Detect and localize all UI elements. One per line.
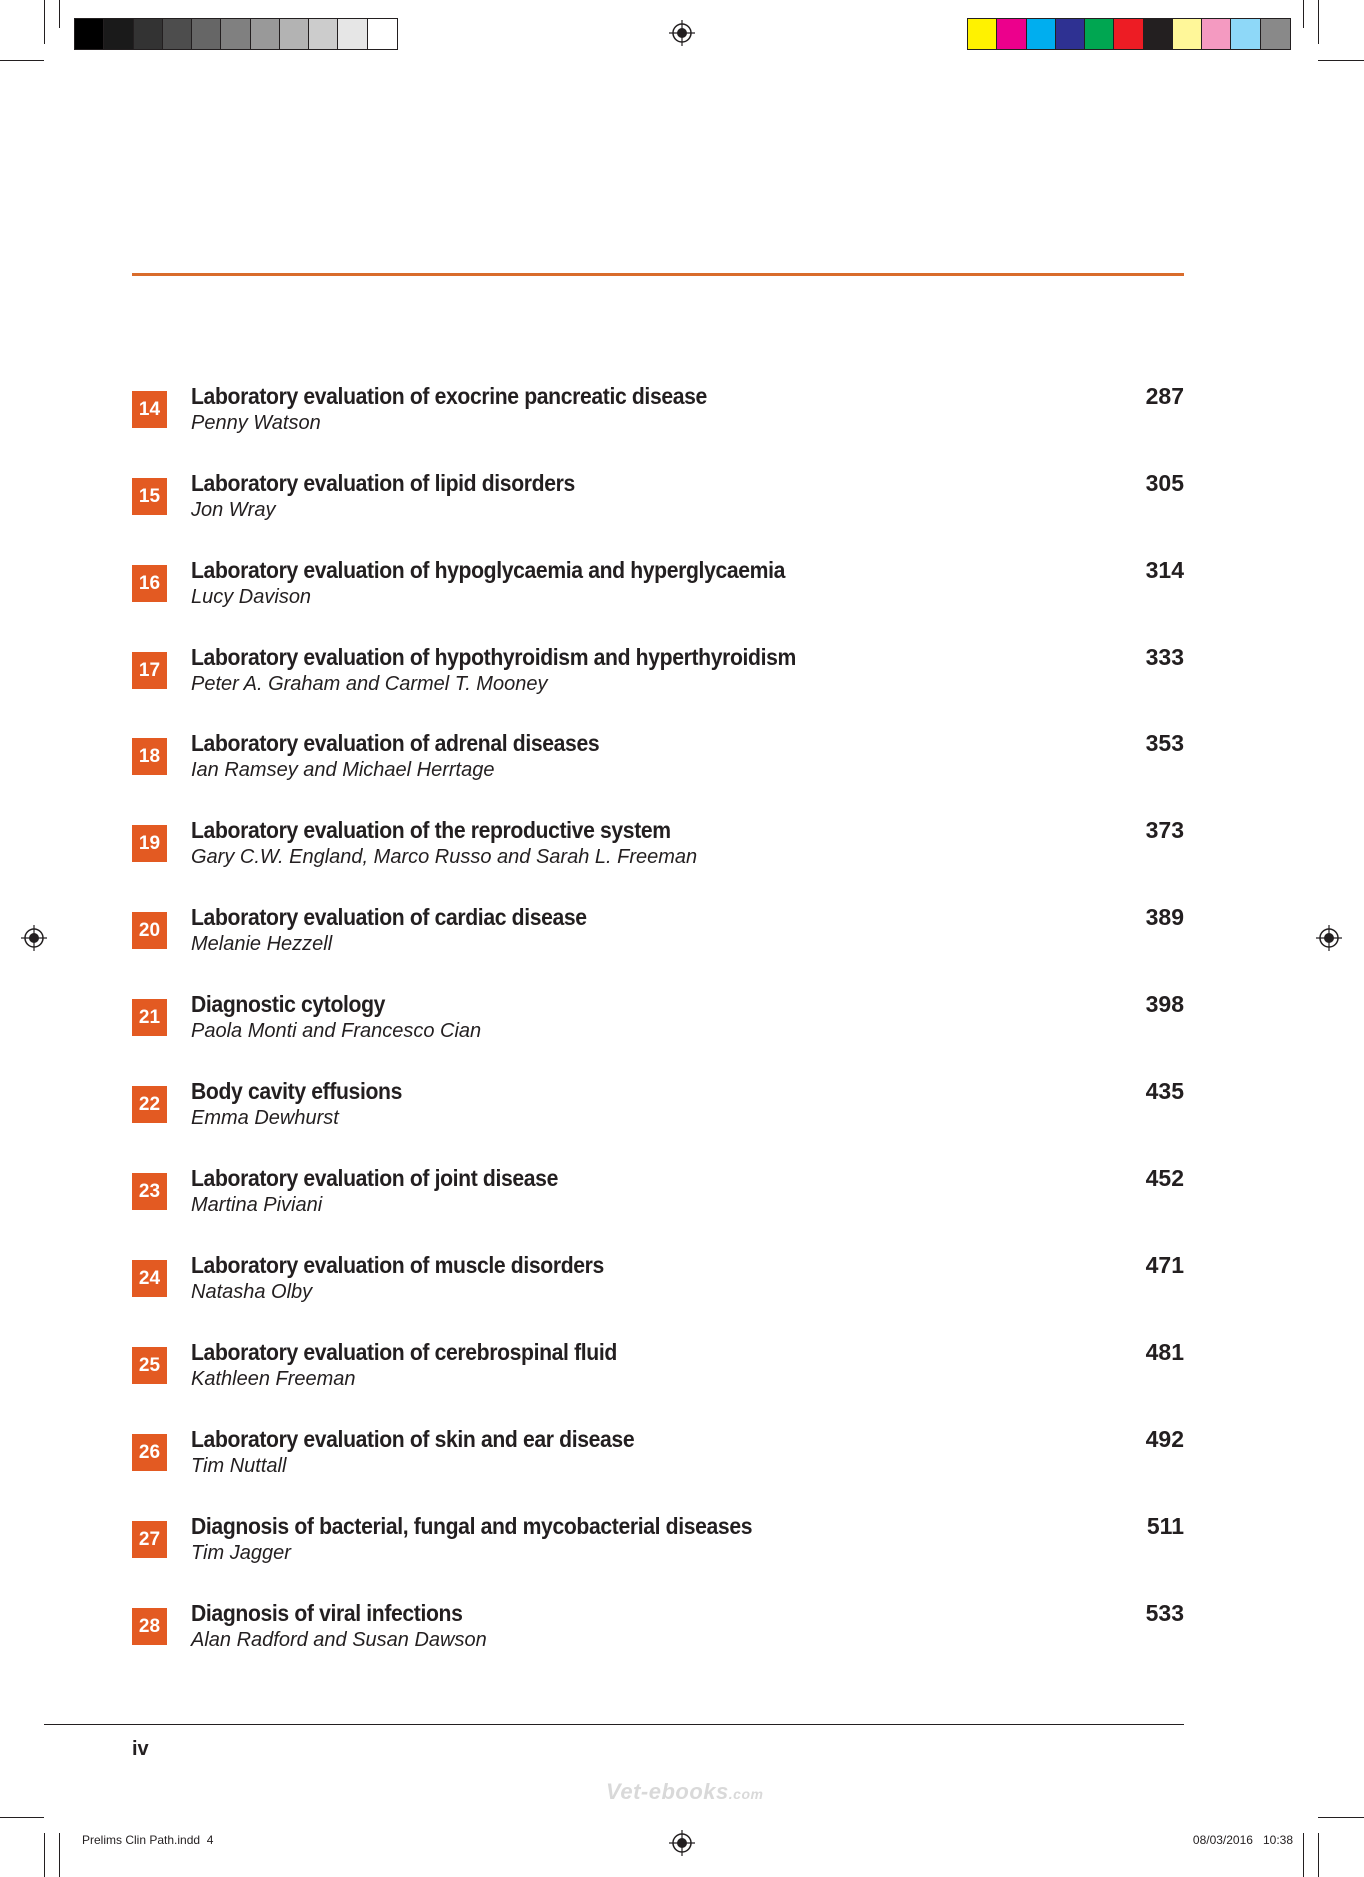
crop-mark [1318,60,1364,61]
chapter-page-number: 452 [1145,1165,1184,1191]
registration-mark-icon [669,20,695,46]
chapter-page-number: 287 [1145,383,1184,409]
color-swatch [192,19,221,49]
chapter-authors: Paola Monti and Francesco Cian [191,1020,482,1042]
chapter-number-badge: 23 [132,1173,167,1210]
chapter-number-badge: 14 [132,391,167,428]
chapter-title: Diagnosis of viral infections [191,1600,463,1626]
chapter-number-badge: 17 [132,652,167,689]
color-swatch [997,19,1026,49]
crop-mark [44,1833,45,1877]
slug-timestamp [1193,1833,1293,1847]
crop-mark [0,1817,44,1818]
chapter-title: Laboratory evaluation of lipid disorders [191,470,575,496]
chapter-page-number: 373 [1145,817,1184,843]
slug-file-info [82,1833,213,1847]
chapter-authors: Kathleen Freeman [191,1368,356,1390]
crop-mark [1318,1833,1319,1877]
toc-entry[interactable] [132,730,1184,790]
chapter-number-badge: 26 [132,1434,167,1471]
chapter-title: Laboratory evaluation of cerebrospinal fluid [191,1339,617,1365]
color-swatch [1027,19,1056,49]
toc-entry[interactable] [132,904,1184,964]
chapter-number-badge: 18 [132,738,167,775]
toc-entry[interactable] [132,1426,1184,1486]
toc-entry[interactable] [132,1165,1184,1225]
crop-mark [0,60,44,61]
chapter-title: Laboratory evaluation of skin and ear disease [191,1426,635,1452]
chapter-number-badge: 25 [132,1347,167,1384]
toc-entry[interactable] [132,644,1184,704]
chapter-authors: Jon Wray [191,499,276,521]
chapter-page-number: 333 [1145,644,1184,670]
toc-entry[interactable] [132,991,1184,1051]
chapter-title: Laboratory evaluation of adrenal diseases [191,730,600,756]
chapter-title: Body cavity effusions [191,1078,402,1104]
chapter-authors: Martina Piviani [191,1194,323,1216]
chapter-page-number: 492 [1145,1426,1184,1452]
crop-mark [59,0,60,28]
color-swatch [1114,19,1143,49]
color-swatch [221,19,250,49]
color-swatch [280,19,309,49]
chapter-title: Diagnostic cytology [191,991,386,1017]
chapter-title: Diagnosis of bacterial, fungal and mycobacterial diseases [191,1513,753,1539]
toc-entry[interactable] [132,817,1184,877]
chapter-authors: Peter A. Graham and Carmel T. Mooney [191,673,548,695]
color-swatch [134,19,163,49]
page-folio: iv [132,1738,149,1760]
color-swatch [163,19,192,49]
chapter-authors: Alan Radford and Susan Dawson [191,1629,487,1651]
slug-time: 10:38 [1262,1833,1293,1847]
chapter-number-badge: 16 [132,565,167,602]
chapter-title: Laboratory evaluation of hypothyroidism and hyperthyroidism [191,644,796,670]
chapter-page-number: 511 [1146,1513,1184,1539]
chapter-number-badge: 24 [132,1260,167,1297]
color-swatch [1144,19,1173,49]
watermark [606,1779,763,1805]
chapter-page-number: 398 [1145,991,1184,1017]
toc-entry[interactable] [132,1513,1184,1573]
chapter-authors: Ian Ramsey and Michael Herrtage [191,759,495,781]
chapter-number-badge: 28 [132,1608,167,1645]
grayscale-color-bar [74,18,398,50]
color-swatch [251,19,280,49]
chapter-number-badge: 19 [132,825,167,862]
crop-mark [44,0,45,44]
chapter-page-number: 435 [1145,1078,1184,1104]
color-swatch [1085,19,1114,49]
chapter-number-badge: 15 [132,478,167,515]
registration-mark-icon [21,925,47,951]
chapter-title: Laboratory evaluation of exocrine pancreatic disease [191,383,707,409]
crop-mark [1318,1817,1364,1818]
color-swatch [338,19,367,49]
chapter-title: Laboratory evaluation of hypoglycaemia and hyperglycaemia [191,557,786,583]
chapter-authors: Natasha Olby [191,1281,313,1303]
color-swatch [968,19,997,49]
toc-entry[interactable] [132,470,1184,530]
toc-entry[interactable] [132,1339,1184,1399]
chapter-page-number: 389 [1145,904,1184,930]
footer-rule [44,1724,1184,1725]
slug-filename: Prelims Clin Path.indd [82,1833,201,1847]
chapter-page-number: 314 [1145,557,1184,583]
toc-entry[interactable] [132,1252,1184,1312]
chapter-page-number: 353 [1145,730,1184,756]
crop-mark [1303,0,1304,28]
crop-mark [1303,1833,1304,1877]
color-swatch [1056,19,1085,49]
color-swatch [1231,19,1260,49]
chapter-page-number: 305 [1145,470,1184,496]
toc-entry[interactable] [132,383,1184,443]
chapter-authors: Lucy Davison [191,586,312,608]
color-swatch [104,19,133,49]
chapter-page-number: 533 [1145,1600,1184,1626]
chapter-title: Laboratory evaluation of joint disease [191,1165,558,1191]
registration-mark-icon [669,1830,695,1856]
color-swatch [1202,19,1231,49]
color-swatch [368,19,397,49]
chapter-authors: Tim Jagger [191,1542,291,1564]
watermark-suffix: .com [728,1786,764,1802]
toc-entry[interactable] [132,557,1184,617]
chapter-authors: Melanie Hezzell [191,933,333,955]
crop-mark [59,1833,60,1877]
chapter-title: Laboratory evaluation of the reproductive system [191,817,671,843]
chapter-number-badge: 22 [132,1086,167,1123]
process-color-bar [967,18,1291,50]
slug-date: 08/03/2016 [1192,1833,1253,1847]
toc-entry[interactable] [132,1600,1184,1660]
header-rule [132,273,1184,276]
chapter-authors: Emma Dewhurst [191,1107,339,1129]
crop-mark [1318,0,1319,44]
chapter-title: Laboratory evaluation of muscle disorders [191,1252,604,1278]
watermark-text: Vet-ebooks [606,1779,729,1804]
chapter-authors: Gary C.W. England, Marco Russo and Sarah L. Freeman [191,846,698,868]
chapter-page-number: 481 [1145,1339,1184,1365]
chapter-title: Laboratory evaluation of cardiac disease [191,904,587,930]
color-swatch [75,19,104,49]
color-swatch [1173,19,1202,49]
color-swatch [309,19,338,49]
chapter-number-badge: 21 [132,999,167,1036]
chapter-number-badge: 27 [132,1521,167,1558]
chapter-authors: Penny Watson [191,412,321,434]
chapter-authors: Tim Nuttall [191,1455,287,1477]
registration-mark-icon [1316,925,1342,951]
chapter-page-number: 471 [1145,1252,1184,1278]
color-swatch [1261,19,1290,49]
toc-entry[interactable] [132,1078,1184,1138]
chapter-number-badge: 20 [132,912,167,949]
slug-page: 4 [206,1833,214,1847]
